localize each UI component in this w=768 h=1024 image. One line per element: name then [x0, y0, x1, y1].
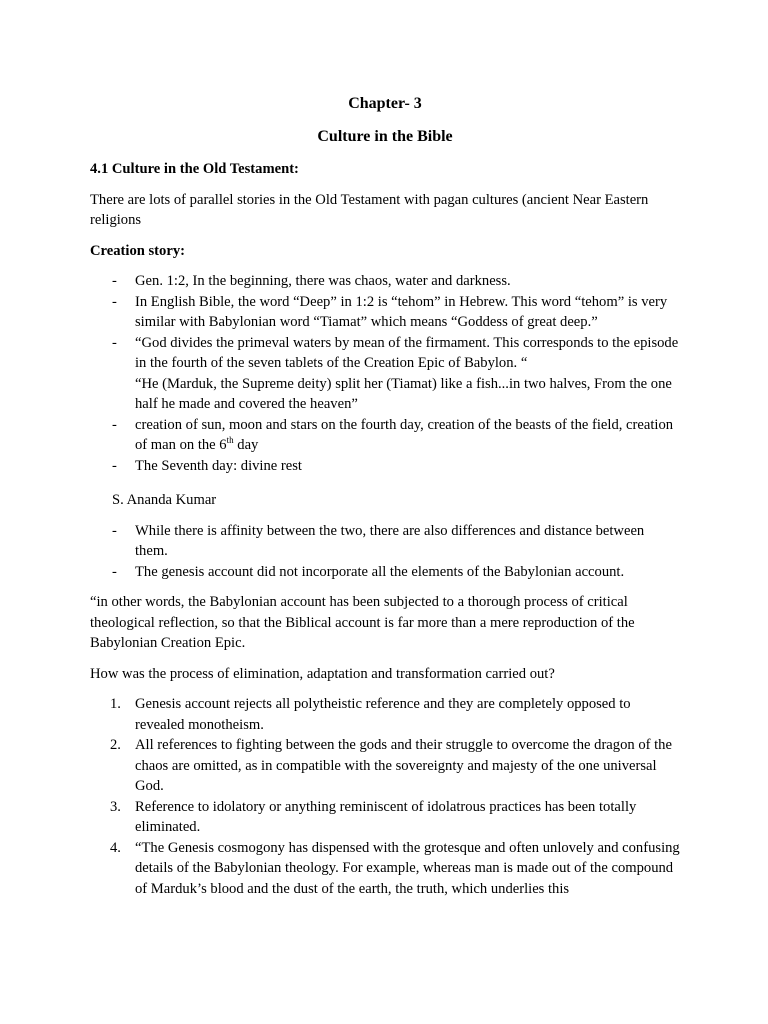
chapter-title: Chapter- 3: [348, 95, 422, 112]
list-item: [90, 797, 680, 838]
list-item-quote: “He (Marduk, the Supreme deity) split her (Tiamat) like a fish...in two halves, From the one half he made and covered the heaven”: [135, 375, 672, 412]
list-item: [90, 838, 680, 900]
list-number: 1.: [110, 696, 121, 712]
dash-marker: -: [112, 522, 117, 539]
document-page: [90, 93, 680, 909]
list-item: [90, 521, 680, 562]
creation-story-heading: Creation story:: [90, 242, 185, 259]
list-item: [90, 456, 680, 477]
dash-marker: -: [112, 334, 117, 351]
list-item-text: “God divides the primeval waters by mean of the firmament. This corresponds to the episode in the fourth of the seven tablets of the Creation Epic of Babylon. “: [135, 334, 679, 371]
list-item-text: creation of sun, moon and stars on the fourth day, creation of the beasts of the field, creation of man on the 6: [135, 416, 674, 453]
list-item-text: The genesis account did not incorporate all the elements of the Babylonian account.: [135, 563, 625, 580]
process-list: [90, 694, 680, 899]
intro-paragraph: There are lots of parallel stories in the Old Testament with pagan cultures (ancient Near Eastern religions: [90, 191, 649, 228]
dash-marker: -: [112, 293, 117, 310]
question-paragraph: How was the process of elimination, adaptation and transformation carried out?: [90, 665, 555, 682]
quote-paragraph: “in other words, the Babylonian account has been subjected to a thorough process of critical theological reflection, so that the Biblical account is far more than a mere reproduction of the Babylonian Creation Epic.: [90, 594, 635, 651]
author-points-list: [90, 521, 680, 583]
list-item-text: “The Genesis cosmogony has dispensed with the grotesque and often unlovely and confusing details of the Babylonian theology. For example, whereas man is made out of the compound of Marduk’s blood and the dust of the earth, the truth, which underlies this: [135, 839, 680, 897]
list-item-text: The Seventh day: divine rest: [135, 457, 302, 474]
list-number: 4.: [110, 839, 121, 856]
list-item: [90, 271, 680, 292]
author-name: S. Ananda Kumar: [112, 492, 217, 508]
list-item: [90, 694, 680, 735]
dash-marker: -: [112, 416, 117, 433]
list-item-text-end: day: [233, 437, 259, 453]
list-item: [90, 333, 680, 415]
subsection-heading: 4.1 Culture in the Old Testament:: [90, 161, 299, 177]
list-item-text: Gen. 1:2, In the beginning, there was chaos, water and darkness.: [135, 273, 511, 289]
list-item-text: Reference to idolatory or anything reminiscent of idolatrous practices has been totally eliminated.: [135, 798, 637, 835]
ordinal-suffix: th: [226, 435, 234, 446]
dash-marker: -: [112, 563, 117, 580]
list-item: [90, 415, 680, 456]
creation-story-list: [90, 271, 680, 476]
section-title: Culture in the Bible: [317, 128, 453, 145]
list-item-text: While there is affinity between the two, there are also differences and distance between them.: [135, 522, 645, 559]
list-item: [90, 292, 680, 333]
dash-marker: -: [112, 457, 117, 474]
list-item: [90, 562, 680, 583]
list-item-text: All references to fighting between the gods and their struggle to overcome the dragon of the chaos are omitted, as in compatible with the sovereignty and majesty of the one universal God.: [135, 737, 672, 794]
list-item: [90, 735, 680, 797]
dash-marker: -: [112, 273, 117, 289]
list-number: 2.: [110, 737, 121, 753]
list-item-text: In English Bible, the word “Deep” in 1:2 is “tehom” in Hebrew. This word “tehom” is very similar with Babylonian word “Tiamat” which means “Goddess of great deep.”: [135, 293, 668, 330]
list-number: 3.: [110, 798, 121, 815]
list-item-text: Genesis account rejects all polytheistic reference and they are completely opposed to revealed monotheism.: [135, 696, 631, 733]
